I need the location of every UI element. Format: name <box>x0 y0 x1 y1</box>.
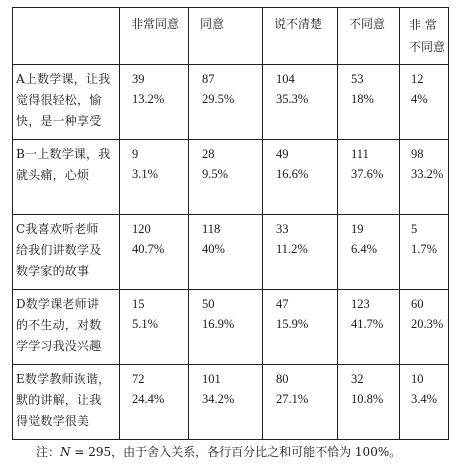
response-percent: 16.9% <box>202 317 235 331</box>
response-count: 101 <box>202 372 221 386</box>
footnote-text: = 295，由于舍入关系，各行百分比之和可能不恰为 100%。 <box>70 445 402 459</box>
response-count: 28 <box>202 147 215 161</box>
value-cell <box>189 365 263 440</box>
header-disagree: 不同意 <box>338 8 400 65</box>
response-percent: 4% <box>411 92 428 106</box>
response-count: 50 <box>202 297 215 311</box>
response-count: 120 <box>132 222 151 236</box>
response-percent: 5.1% <box>132 317 159 331</box>
row-statement-line: E数学教师诙谐， <box>16 372 111 386</box>
response-percent: 35.3% <box>276 92 309 106</box>
header-strongly-disagree <box>400 8 449 65</box>
row-statement <box>13 290 120 365</box>
row-statement-line: 学学习我没兴趣 <box>16 339 102 353</box>
row-statement-line: B一上数学课，我 <box>16 147 111 161</box>
response-percent: 29.5% <box>202 92 235 106</box>
response-count: 19 <box>351 222 364 236</box>
table-body <box>13 65 449 440</box>
value-cell <box>263 290 338 365</box>
response-percent: 6.4% <box>351 242 378 256</box>
value-cell <box>189 65 263 140</box>
value-cell <box>338 365 400 440</box>
response-percent: 20.3% <box>411 317 444 331</box>
value-cell <box>338 290 400 365</box>
value-cell <box>338 140 400 215</box>
header-agree: 同意 <box>189 8 263 65</box>
response-percent: 9.5% <box>202 167 229 181</box>
value-cell <box>400 215 449 290</box>
response-percent: 10.8% <box>351 392 384 406</box>
response-percent: 24.4% <box>132 392 165 406</box>
value-cell <box>263 140 338 215</box>
response-count: 118 <box>202 222 221 236</box>
row-statement-line: 快，是一种享受 <box>16 114 102 128</box>
value-cell <box>338 65 400 140</box>
value-cell <box>120 65 189 140</box>
value-cell <box>338 215 400 290</box>
response-count: 47 <box>276 297 289 311</box>
row-statement <box>13 65 120 140</box>
table-footnote <box>36 444 401 460</box>
row-statement-line: C我喜欢听老师 <box>16 222 99 236</box>
response-percent: 1.7% <box>411 242 438 256</box>
header-strongly-disagree-line2: 不同意 <box>409 40 446 54</box>
response-percent: 3.4% <box>411 392 438 406</box>
value-cell <box>400 290 449 365</box>
value-cell <box>120 365 189 440</box>
footnote-prefix: 注： <box>36 445 61 459</box>
row-statement-line: A上数学课，让我 <box>16 72 111 86</box>
response-count: 104 <box>276 72 295 86</box>
table-row <box>13 290 449 365</box>
response-percent: 11.2% <box>276 242 308 256</box>
table-row <box>13 140 449 215</box>
response-percent: 16.6% <box>276 167 309 181</box>
response-percent: 40.7% <box>132 242 165 256</box>
header-strongly-disagree-line1: 非 常 <box>409 18 437 32</box>
value-cell <box>263 215 338 290</box>
response-percent: 18% <box>351 92 374 106</box>
response-count: 87 <box>202 72 215 86</box>
value-cell <box>263 365 338 440</box>
response-percent: 13.2% <box>132 92 165 106</box>
response-count: 60 <box>411 297 424 311</box>
response-count: 49 <box>276 147 289 161</box>
response-percent: 34.2% <box>202 392 235 406</box>
response-count: 10 <box>411 372 424 386</box>
response-percent: 41.7% <box>351 317 384 331</box>
response-count: 32 <box>351 372 364 386</box>
row-statement-line: D数学课老师讲 <box>16 297 100 311</box>
response-count: 53 <box>351 72 364 86</box>
row-statement-line: 就头痛，心烦 <box>16 168 90 182</box>
row-statement <box>13 215 120 290</box>
response-percent: 3.1% <box>132 167 159 181</box>
response-count: 33 <box>276 222 289 236</box>
row-statement-line: 觉得很轻松，愉 <box>16 93 102 107</box>
row-statement-line: 默的讲解，让我 <box>16 393 102 407</box>
table-row <box>13 215 449 290</box>
header-corner-cell <box>13 8 120 65</box>
response-count: 80 <box>276 372 289 386</box>
value-cell <box>120 140 189 215</box>
row-statement <box>13 140 120 215</box>
value-cell <box>263 65 338 140</box>
value-cell <box>120 215 189 290</box>
value-cell <box>189 140 263 215</box>
response-percent: 37.6% <box>351 167 384 181</box>
value-cell <box>120 290 189 365</box>
value-cell <box>400 140 449 215</box>
response-count: 5 <box>411 222 418 236</box>
response-count: 111 <box>351 147 369 161</box>
response-count: 9 <box>132 147 139 161</box>
row-statement <box>13 365 120 440</box>
response-count: 123 <box>351 297 370 311</box>
response-count: 98 <box>411 147 424 161</box>
header-row <box>13 8 449 65</box>
survey-table <box>12 7 449 440</box>
row-statement-line: 得觉数学很美 <box>16 414 90 428</box>
response-count: 12 <box>411 72 424 86</box>
row-statement-line: 的不生动，对数 <box>16 318 102 332</box>
row-statement-line: 数学家的故事 <box>16 264 90 278</box>
response-percent: 40% <box>202 242 225 256</box>
value-cell <box>189 215 263 290</box>
row-statement-line: 给我们讲数学及 <box>16 243 102 257</box>
value-cell <box>400 65 449 140</box>
response-percent: 33.2% <box>411 167 444 181</box>
header-strongly-agree: 非常同意 <box>120 8 189 65</box>
response-count: 39 <box>132 72 145 86</box>
response-count: 15 <box>132 297 145 311</box>
table-row <box>13 65 449 140</box>
footnote-sample-var: N <box>60 445 71 459</box>
table-row <box>13 365 449 440</box>
response-percent: 27.1% <box>276 392 309 406</box>
response-percent: 15.9% <box>276 317 309 331</box>
response-count: 72 <box>132 372 145 386</box>
value-cell <box>400 365 449 440</box>
header-unsure: 说不清楚 <box>263 8 338 65</box>
value-cell <box>189 290 263 365</box>
